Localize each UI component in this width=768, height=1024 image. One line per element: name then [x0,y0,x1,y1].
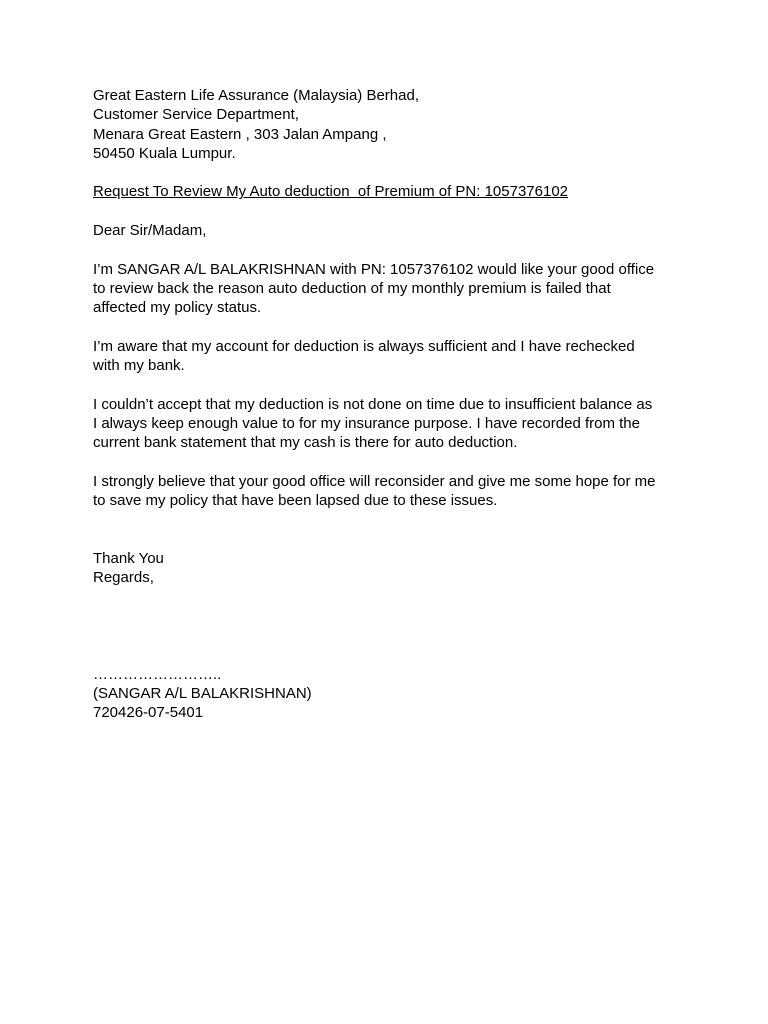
spacer [93,240,693,259]
body-paragraph-1 [93,260,693,318]
closing-thanks: Thank You [93,550,164,568]
spacer [93,202,693,221]
recipient-address [93,86,693,163]
salutation: Dear Sir/Madam, [93,222,207,240]
letter-page [93,86,693,723]
spacer [93,511,693,550]
paragraph-line: to save my policy that have been lapsed due to these issues. [93,492,498,510]
paragraph-line: current bank statement that my cash is there for auto deduction. [93,434,518,452]
body-paragraph-3 [93,395,693,453]
recipient-street: Menara Great Eastern , 303 Jalan Ampang , [93,125,387,143]
paragraph-line: I strongly believe that your good office will reconsider and give me some hope for me [93,472,656,490]
spacer [93,163,693,182]
spacer [93,318,693,337]
paragraph-line: I’m aware that my account for deduction is always sufficient and I have rechecked [93,337,635,355]
recipient-department: Customer Service Department, [93,106,299,124]
signatory-id: 720426-07-5401 [93,704,204,722]
paragraph-line: with my bank. [93,357,185,375]
signatory-name: (SANGAR A/L BALAKRISHNAN) [93,685,312,703]
paragraph-line: I always keep enough value to for my insurance purpose. I have recorded from the [93,415,640,433]
spacer [93,375,693,394]
recipient-company: Great Eastern Life Assurance (Malaysia) Berhad, [93,87,419,104]
body-paragraph-2 [93,337,693,376]
paragraph-line: I’m SANGAR A/L BALAKRISHNAN with PN: 1057376102 would like your good office [93,260,655,278]
spacer [93,453,693,472]
paragraph-line: I couldn’t accept that my deduction is not done on time due to insufficient balance as [93,395,653,413]
paragraph-line: affected my policy status. [93,299,262,317]
closing [93,549,693,588]
closing-regards: Regards, [93,569,154,587]
letter-subject: Request To Review My Auto deduction of Premium of PN: 1057376102 [93,183,568,201]
recipient-city: 50450 Kuala Lumpur. [93,144,236,162]
signature-line: …………………….. [93,665,222,683]
body-paragraph-4 [93,472,693,511]
signature-space [93,588,693,665]
signature-block [93,665,693,723]
paragraph-line: to review back the reason auto deduction of my monthly premium is failed that [93,279,611,297]
